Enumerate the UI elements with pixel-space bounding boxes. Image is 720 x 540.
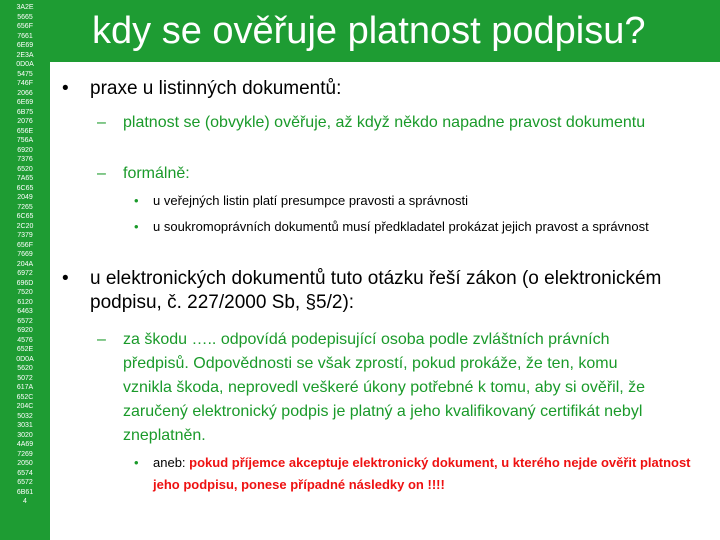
sub-bullet-formally xyxy=(97,162,663,186)
hex-code: 6C65 xyxy=(16,184,34,192)
bullet-text: u elektronických dokumentů tuto otázku řeší zákon (o elektronickém podpisu, č. 227/2000 Sb, §5/2): xyxy=(90,268,662,313)
hex-code: 7265 xyxy=(17,203,33,211)
slide-content xyxy=(50,62,720,540)
sub-sub-bullet-private-documents xyxy=(134,216,698,238)
hex-code: 2E3A xyxy=(16,51,34,59)
hex-code: 5072 xyxy=(17,374,33,382)
hex-code: 6B75 xyxy=(16,108,34,116)
bullet-marker: • xyxy=(134,193,139,208)
slide-title: kdy se ověřuje platnost podpisu? xyxy=(92,10,646,52)
hex-code: 6574 xyxy=(17,469,33,477)
hex-code: 3A2E xyxy=(16,4,34,11)
hex-code: 652C xyxy=(16,393,34,401)
dash-marker: – xyxy=(97,331,106,348)
hex-code: 7379 xyxy=(17,232,33,239)
hex-code: 652E xyxy=(16,346,34,353)
bullet-text: praxe u listinných dokumentů: xyxy=(90,78,342,99)
hex-code: 617A xyxy=(16,384,34,391)
hex-code: 7661 xyxy=(17,32,33,40)
sub-sub-bullet-public-deeds xyxy=(134,190,698,212)
dash-marker: – xyxy=(97,165,106,182)
hex-code: 2049 xyxy=(17,194,33,201)
hex-code: 6463 xyxy=(17,308,33,315)
hex-code: 4A69 xyxy=(16,441,34,448)
hex-code: 7376 xyxy=(17,156,33,163)
bullet-electronic-documents xyxy=(62,267,670,315)
bullet-marker: • xyxy=(134,219,139,234)
hex-code: 7A65 xyxy=(16,175,34,182)
hex-code: 5032 xyxy=(17,412,33,420)
hex-code: 6E69 xyxy=(16,42,34,49)
hex-code: 6920 xyxy=(17,146,33,154)
sub-sub-bullet-text: u veřejných listin platí presumpce pravosti a správnosti xyxy=(153,193,469,208)
bullet-marker: • xyxy=(62,78,69,99)
hex-code: 6120 xyxy=(17,298,33,306)
bullet-paper-documents xyxy=(62,77,670,101)
hex-code: 3031 xyxy=(17,422,33,429)
hex-code: 6972 xyxy=(17,270,33,277)
sidebar xyxy=(0,0,50,540)
dash-marker: – xyxy=(97,114,106,131)
hex-code: 756A xyxy=(16,137,34,144)
hex-code: 7269 xyxy=(17,450,33,458)
sub-bullet-validity-checked xyxy=(97,111,663,135)
hex-code: 6C65 xyxy=(16,213,34,220)
sub-sub-bullet-text: u soukromoprávních dokumentů musí předkladatel prokázat jejich pravost a správnost xyxy=(153,219,649,234)
hex-code: 5665 xyxy=(17,13,33,21)
hex-code: 2066 xyxy=(17,89,33,97)
hex-code: 6572 xyxy=(17,479,33,486)
hex-code: 656F xyxy=(17,23,33,30)
hex-code: 3020 xyxy=(17,431,33,439)
hex-code: 6572 xyxy=(17,317,33,325)
emphasis-text: pokud příjemce akceptuje elektronický dokument, u kterého nejde ověřit platnost jeho podpisu, ponese případné následky on !!!! xyxy=(153,455,691,492)
hex-code: 204C xyxy=(16,403,34,410)
hex-code: 0D0A xyxy=(16,355,34,363)
hex-code: 2076 xyxy=(17,118,33,125)
sub-bullet-text: formálně: xyxy=(123,165,190,182)
title-bar xyxy=(50,0,720,62)
hex-code: 6520 xyxy=(17,165,33,173)
prefix-text: aneb: xyxy=(153,455,190,470)
sub-bullet-liability xyxy=(97,328,663,448)
hex-code: 2C20 xyxy=(16,222,34,230)
hex-code: 6B61 xyxy=(16,488,34,496)
hex-code: 7520 xyxy=(17,289,33,296)
hex-code: 4 xyxy=(23,498,27,505)
hex-code: 6920 xyxy=(17,327,33,334)
sub-bullet-text: platnost se (obvykle) ověřuje, až když někdo napadne pravost dokumentu xyxy=(123,114,646,131)
hex-code: 2050 xyxy=(17,460,33,467)
bullet-marker: • xyxy=(134,455,139,470)
hex-code: 746F xyxy=(17,80,33,87)
hex-code: 696D xyxy=(16,279,34,287)
hex-code: 656E xyxy=(16,127,34,135)
sub-bullet-text: za škodu ….. odpovídá podepisující osoba podle zvláštních právních předpisů. Odpovědnosti se však zprostí, pokud prokáže, že ten, komu vznikla škoda, neprovedl veškeré úkony potřebné k tomu, aby si ověřil, že zaručený elektronický podpis je platný a jeho kvalifikovaný certifikát nebyl zneplatněn. xyxy=(123,331,646,444)
bullet-marker: • xyxy=(62,268,69,289)
hex-code: 6E69 xyxy=(16,99,34,106)
sub-sub-bullet-consequence xyxy=(134,452,698,496)
hex-code-column xyxy=(0,3,50,507)
hex-code: 5475 xyxy=(17,70,33,78)
hex-code: 204A xyxy=(16,260,34,268)
hex-code: 4576 xyxy=(17,336,33,344)
hex-code: 656F xyxy=(17,241,33,249)
hex-code: 5620 xyxy=(17,365,33,372)
hex-code: 0D0A xyxy=(16,61,34,68)
hex-code: 7669 xyxy=(17,251,33,258)
